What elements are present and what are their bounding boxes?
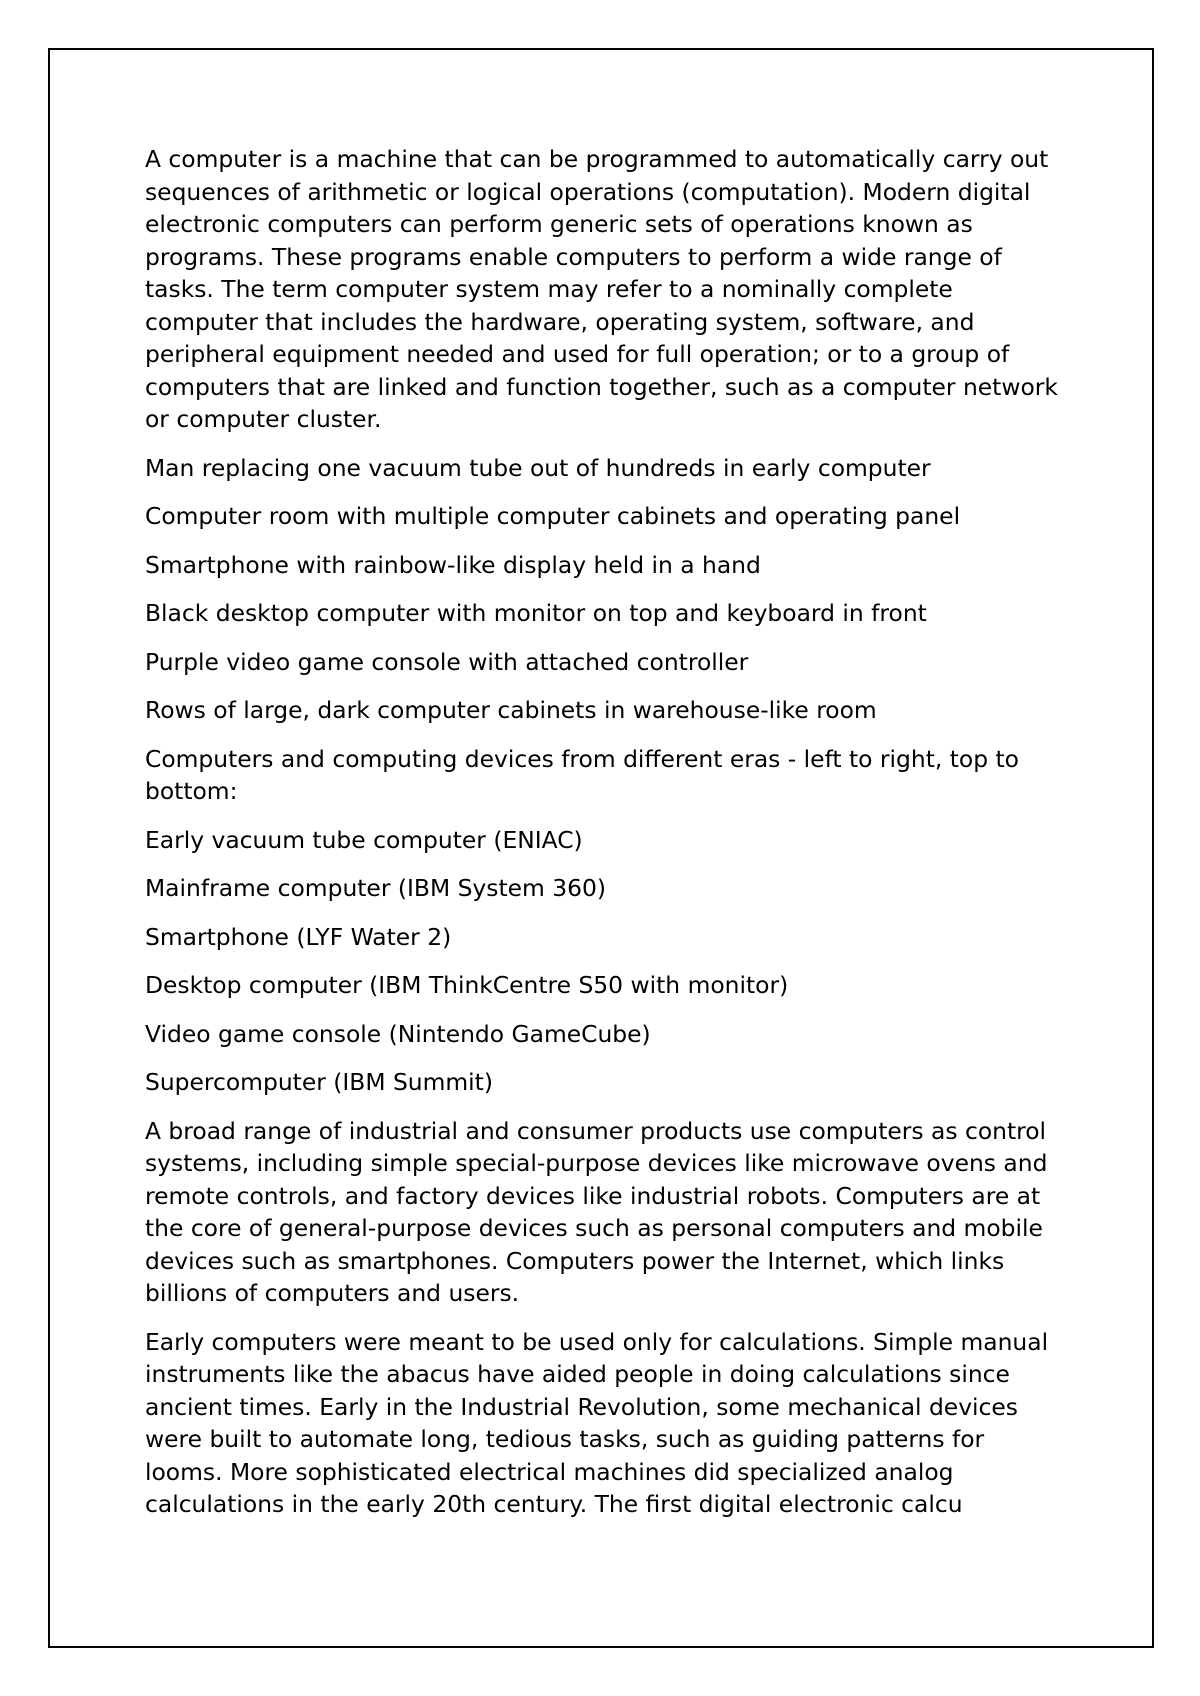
caption-game-console: Purple video game console with attached controller [145, 647, 749, 676]
caption-vacuum-tube: Man replacing one vacuum tube out of hundreds in early computer [145, 453, 931, 482]
caption-computer-room: Computer room with multiple computer cabinets and operating panel [145, 502, 961, 530]
caption-smartphone: Smartphone with rainbow-like display held in a hand [145, 550, 761, 579]
paragraph-intro: A computer is a machine that can be programmed to automatically carry out sequences of arithmetic or logical operations (computation). Modern digital electronic computers can perform generic sets of operations known as programs. These programs enable computers to perform a wide range of tasks. The term computer system may refer to a nominally complete computer that includes the hardware, operating system, software, and peripheral equipment needed and used for full operation; or to a group of computers that are linked and function together, such as a computer network or computer cluster. [145, 145, 1058, 433]
paragraph-products: A broad range of industrial and consumer products use computers as control systems, including simple special-purpose devices like microwave ovens and remote controls, and factory devices like industrial robots. Computers are at the core of general-purpose devices such as personal computers and mobile devices such as smartphones. Computers power the Internet, which links billions of computers and users. [145, 1116, 1048, 1307]
list-item-smartphone: Smartphone (LYF Water 2) [145, 922, 452, 951]
caption-desktop: Black desktop computer with monitor on top and keyboard in front [145, 599, 927, 627]
paragraph-history: Early computers were meant to be used only for calculations. Simple manual instruments like the abacus have aided people in doing calculations since ancient times. Early in the Industrial Revolution, some mechanical devices were built to automate long, tedious tasks, such as guiding patterns for looms. More sophisticated electrical machines did specialized analog calculations in the early 20th century. The first digital electronic calcu [145, 1327, 1049, 1518]
list-item-eniac: Early vacuum tube computer (ENIAC) [145, 825, 583, 854]
caption-eras-heading: Computers and computing devices from different eras - left to right, top to bottom: [145, 744, 1019, 805]
list-item-mainframe: Mainframe computer (IBM System 360) [145, 874, 606, 902]
document-body [145, 143, 1065, 1537]
list-item-supercomputer: Supercomputer (IBM Summit) [145, 1068, 493, 1096]
list-item-console: Video game console (Nintendo GameCube) [145, 1019, 651, 1048]
caption-supercomputer-room: Rows of large, dark computer cabinets in warehouse-like room [145, 696, 877, 724]
list-item-desktop: Desktop computer (IBM ThinkCentre S50 with monitor) [145, 971, 789, 999]
